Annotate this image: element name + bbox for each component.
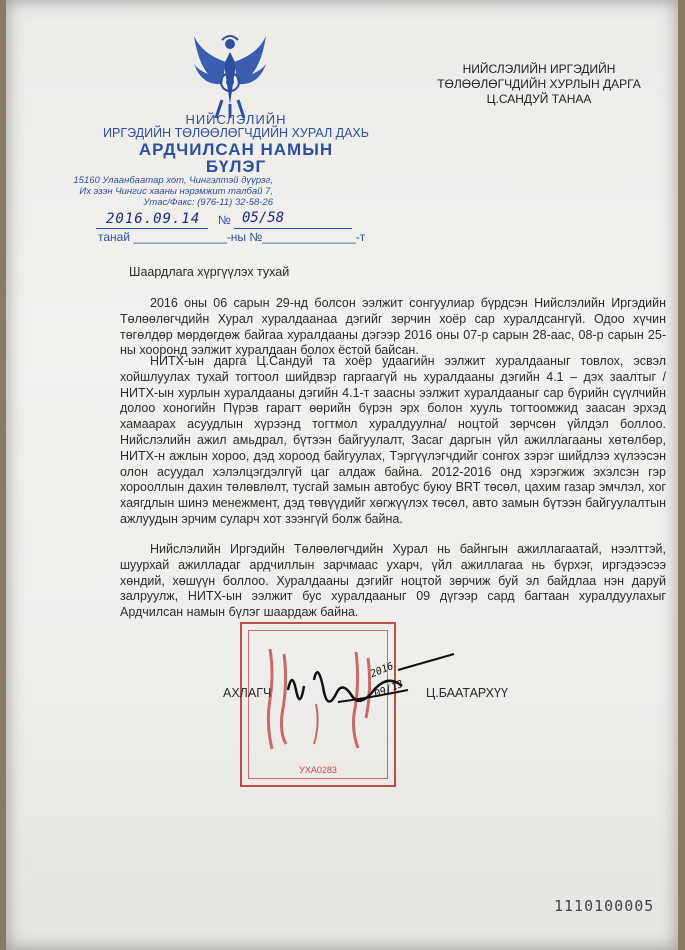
letter-paragraph-2: НИТХ-ын дарга Ц.Сандуй та хоёр удаагийн ээлжит хуралдааныг товлох, эсвэл хойшлуулах тухай тогтоол шийдвэр гаргаагүй нь хуралдааны дэгийн 4.1 – дэх заалтыг /НИТХ-ын хурлын хуралдааны дэгийн 4.1-т заасны ээлжит хуралдааныг сар бүрийн сүүлчийн долоо хоногийн Пүрэв гарагт өөрийн бүрэн эрх болон хууль тогтоомжид заасан эрхэд хамаарах асуудлын хүрээнд тогтмол хуралдуулна/ ноцтой зөрчсөн үйлдэл боллоо. Нийслэлийн ажил амьдрал, бүтээн байгуулалт, Засаг даргын үйл ажиллагааны хөтөлбөр, НИТХ-н ажлын хороо, дэд хороод байгуулах, Тэргүүлэгчдийг сонгох зэрэг шийдлээ хүлээсэн олон асуудал хэлэлцэгдэлгүй цаг алдаж байна. 2012-2016 онд хэрэгжиж эхэлсэн гэр хорооллын дахин төлөвлөлт, тусгай замын автобус буюу BRT төсөл, цахим газар эмчлэл, хог хаягдлын шинэ менежмент, дэд төвүүдийг хөгжүүлэх төсөл, авто замын бүтээн байгуулалтын ажлуудын эрчим суларч хот зээнгүй болж байна. <box>120 354 666 526</box>
addressee-block <box>424 62 654 107</box>
signature-date-year: 2016 <box>368 660 396 681</box>
org-name-line2: ИРГЭДИЙН ТӨЛӨӨЛӨГЧДИЙН ХУРАЛ ДАХЬ <box>103 126 369 140</box>
number-underline <box>234 228 352 229</box>
stamp-code: УХА0283 <box>299 765 337 775</box>
letter-subject: Шаардлага хүргүүлэх тухай <box>129 265 290 279</box>
registration-number: 05/58 <box>242 210 285 226</box>
signatory-name: Ц.БААТАРХҮҮ <box>426 686 508 700</box>
registration-date: 2016.09.14 <box>106 211 201 227</box>
org-name-line1: НИЙСЛЭЛИЙН <box>185 112 287 127</box>
letter-paragraph-3: Нийслэлийн Иргэдийн Төлөөлөгчдийн Хурал нь байнгын ажиллагаатай, нээлттэй, шуурхай ажилладаг ардчиллын зарчмаас ухарч, үйл ажиллагаа нь бүрхэг, иргэдээсээ хөндий, хөшүүн боллоо. Хуралдааны дэгийг ноцтой зөрчиж буй эл байдлаа нэн даруй залруулж, НИТХ-ын ээлжит бус хуралдааныг 09 дүгээр сард багтаан хуралдуулахыг Ардчилсан намын бүлэг шаардаж байна. <box>120 542 666 620</box>
registration-number-label: № <box>218 213 231 227</box>
document-serial-number: 1110100005 <box>554 897 655 915</box>
handwritten-signature-icon <box>278 650 458 720</box>
address-line1: 15160 Улаанбаатар хот, Чингэлтэй дүүрэг, <box>73 175 273 186</box>
document-page <box>6 0 678 950</box>
reply-reference-line: танай ______________-ны №______________-т <box>98 230 366 244</box>
date-underline <box>96 228 208 229</box>
org-name-line3: АРДЧИЛСАН НАМЫН <box>138 140 334 159</box>
letter-paragraph-1: 2016 оны 06 сарын 29-нд болсон ээлжит сонгуулиар бүрдсэн Нийслэлийн Иргэдийн Төлөөлөгчдийн Хурал хуралдаанаа дэгийг зөрчин хоёр сар хуралдсангүй. Одоо хүчин төгөлдөр мөрдөгдөж байгаа хуралдааны дэгээр 2016 оны 07-р сарын 28-аас, 08-р сарын 25-ны хооронд ээлжит хуралдаан болох ёстой байсан. <box>120 296 666 358</box>
signatory-title: АХЛАГЧ <box>223 686 272 700</box>
org-name-line4: БҮЛЭГ <box>205 157 267 176</box>
address-line3: Утас/Факс: (976-11) 32-58-26 <box>143 197 273 208</box>
addressee-line2: ТӨЛӨӨЛӨГЧДИЙН ХУРЛЫН ДАРГА <box>437 77 641 91</box>
address-line2: Их эзэн Чингис хааны нэрэмжит талбай 7, <box>79 186 273 197</box>
eagle-emblem-icon <box>192 34 268 120</box>
addressee-line3: Ц.САНДУЙ ТАНАА <box>486 92 592 106</box>
addressee-line1: НИЙСЛЭЛИЙН ИРГЭДИЙН <box>462 62 616 76</box>
signature-date: 09/13 <box>373 678 406 701</box>
